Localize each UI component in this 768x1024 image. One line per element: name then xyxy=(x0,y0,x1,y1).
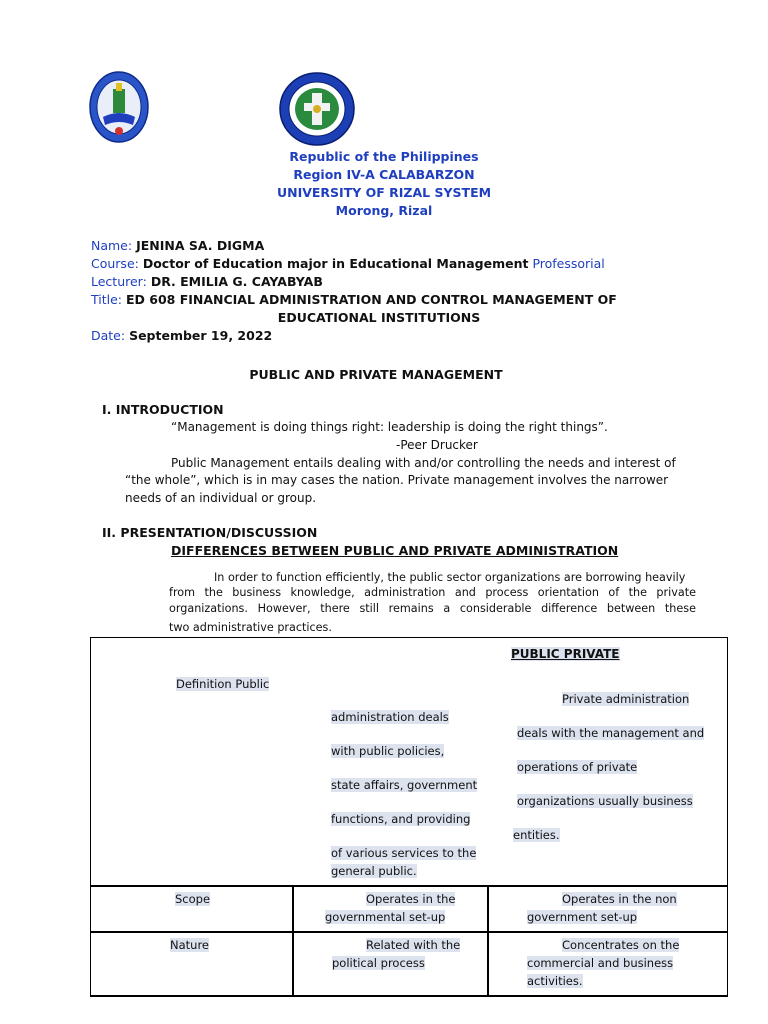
definition-private-line-5: entities. xyxy=(513,828,560,842)
table-header xyxy=(511,643,620,663)
scope-private-line-2: government set-up xyxy=(527,910,638,924)
intro-paragraph-line1: Public Management entails dealing with and/or controlling the needs and interest of xyxy=(171,456,676,470)
course-label: Course: xyxy=(91,256,139,271)
date-line xyxy=(91,327,272,345)
intro-paragraph-line2: “the whole”, which is in may cases the nation. Private management involves the narrower xyxy=(125,473,669,487)
date-value: September 19, 2022 xyxy=(129,328,273,343)
definition-private-line-4: organizations usually business xyxy=(517,794,693,808)
scope-public-line-2: governmental set-up xyxy=(325,910,446,924)
table-header-label: PUBLIC PRIVATE xyxy=(511,647,620,661)
discussion-paragraph-line1: In order to function efficiently, the public sector organizations are borrowing heavily xyxy=(214,571,686,584)
table-divider-2 xyxy=(90,931,728,933)
definition-public-line-6: general public. xyxy=(331,864,417,878)
header-line-campus: Morong, Rizal xyxy=(335,203,433,218)
discussion-paragraph-line2: from the business knowledge, administration and process orientation of the private xyxy=(169,586,696,599)
title-label: Title: xyxy=(91,292,122,307)
right-logo xyxy=(278,71,356,147)
table-column-divider-1 xyxy=(292,885,294,996)
table-border-bottom xyxy=(90,995,728,997)
name-value: JENINA SA. DIGMA xyxy=(136,238,265,253)
definition-private-line-2: deals with the management and xyxy=(517,726,705,740)
lecturer-value: DR. EMILIA G. CAYABYAB xyxy=(150,274,323,289)
course-line xyxy=(91,255,605,273)
table-divider-1 xyxy=(90,885,728,887)
table-column-divider-2 xyxy=(487,885,489,996)
discussion-subheading: DIFFERENCES BETWEEN PUBLIC AND PRIVATE ADMINISTRATION xyxy=(171,543,619,558)
left-logo xyxy=(89,71,149,143)
nature-private-line-1: Concentrates on the xyxy=(562,938,680,952)
table-border-top xyxy=(90,637,728,638)
intro-quote: “Management is doing things right: leadership is doing the right things”. xyxy=(171,420,608,434)
nature-public-line-1: Related with the xyxy=(366,938,461,952)
definition-public-line-3: state affairs, government xyxy=(331,778,478,792)
document-title: PUBLIC AND PRIVATE MANAGEMENT xyxy=(249,367,503,382)
name-line xyxy=(91,237,264,255)
scope-label: Scope xyxy=(175,892,211,906)
nature-private-line-3: activities. xyxy=(527,974,583,988)
nature-label: Nature xyxy=(170,938,209,952)
date-label: Date: xyxy=(91,328,126,343)
table-border-right xyxy=(727,637,728,996)
definition-private-line-1: Private administration xyxy=(562,692,690,706)
scope-public-line-1: Operates in the xyxy=(366,892,456,906)
course-extra: Professorial xyxy=(532,256,605,271)
intro-quote-author: -Peer Drucker xyxy=(396,438,478,452)
definition-public-line-2: with public policies, xyxy=(331,744,445,758)
name-label: Name: xyxy=(91,238,133,253)
header-line-university: UNIVERSITY OF RIZAL SYSTEM xyxy=(276,185,492,200)
title-value-line1: ED 608 FINANCIAL ADMINISTRATION AND CONTROL MANAGEMENT OF xyxy=(125,292,617,307)
definition-label: Definition Public xyxy=(176,677,270,691)
definition-public-line-4: functions, and providing xyxy=(331,812,471,826)
discussion-heading: II. PRESENTATION/DISCUSSION xyxy=(102,525,318,540)
nature-public-line-2: political process xyxy=(332,956,425,970)
intro-heading: I. INTRODUCTION xyxy=(102,402,224,417)
intro-paragraph-line3: needs of an individual or group. xyxy=(125,491,317,505)
definition-public-line-5: of various services to the xyxy=(331,846,477,860)
title-value-line2: EDUCATIONAL INSTITUTIONS xyxy=(277,310,481,325)
discussion-paragraph-line4: two administrative practices. xyxy=(169,621,332,634)
header-line-region: Region IV-A CALABARZON xyxy=(293,167,475,182)
lecturer-label: Lecturer: xyxy=(91,274,147,289)
nature-private-line-2: commercial and business xyxy=(527,956,674,970)
header-line-republic: Republic of the Philippines xyxy=(289,149,479,164)
lecturer-line xyxy=(91,273,323,291)
definition-public-line-1: administration deals xyxy=(331,710,449,724)
discussion-paragraph-line3: organizations. However, there still remains a considerable difference between these xyxy=(169,602,696,615)
course-value: Doctor of Education major in Educational Management xyxy=(142,256,529,271)
definition-private-line-3: operations of private xyxy=(517,760,638,774)
table-border-left xyxy=(90,637,91,996)
scope-private-line-1: Operates in the non xyxy=(562,892,677,906)
title-line xyxy=(91,291,617,309)
